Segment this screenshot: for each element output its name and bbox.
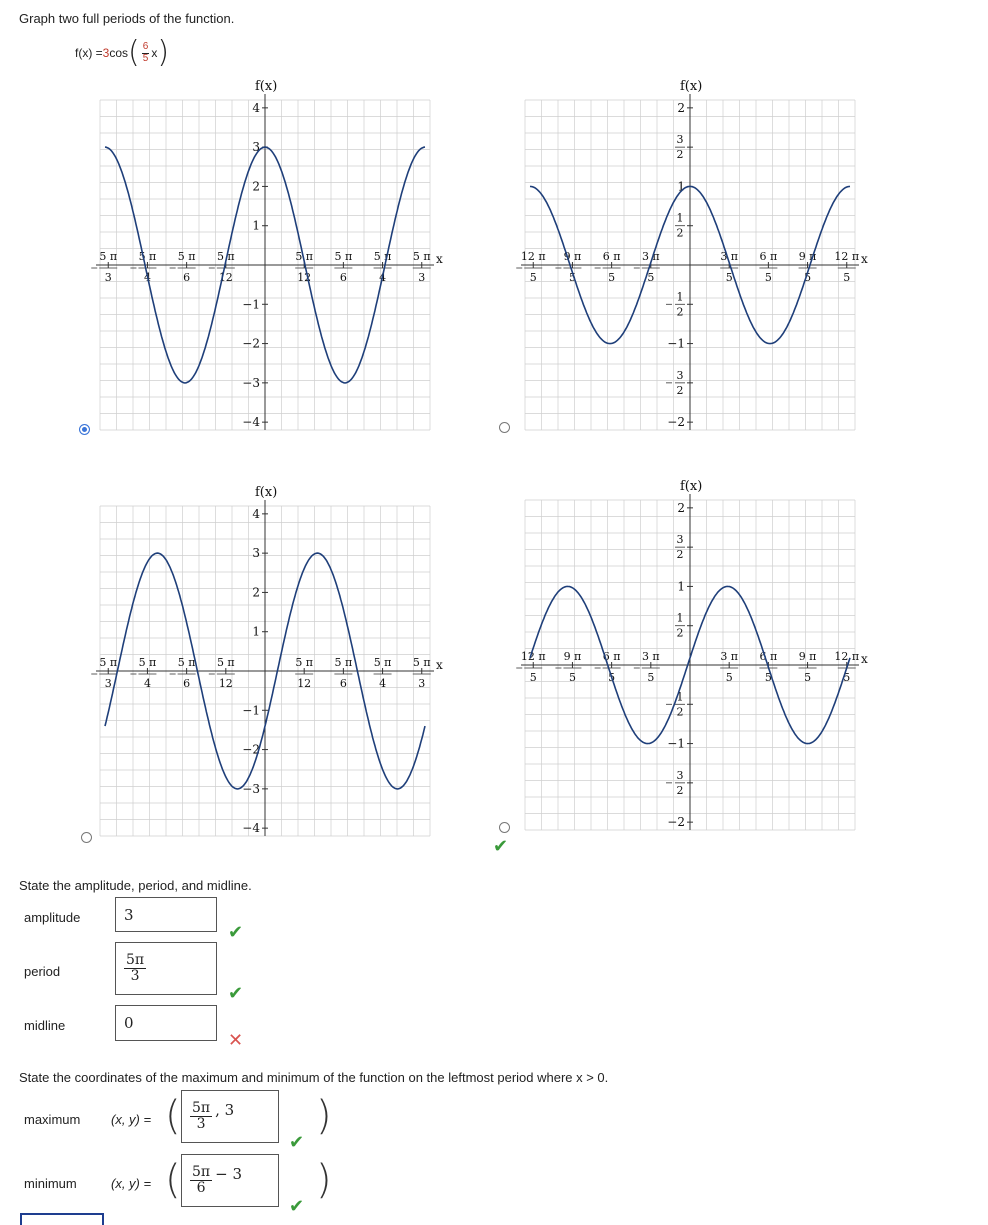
x-tick-label: 5 π — [216, 250, 235, 263]
minimum-input[interactable]: $\frac{5\pi}{6}$ − 3 — [181, 1154, 279, 1207]
x-tick-label: 5 — [764, 671, 772, 684]
x-tick-label: 5 — [608, 271, 616, 284]
y-tick-label: −3 — [242, 781, 260, 796]
x-tick-label: 5 π — [99, 250, 118, 263]
x-tick-label: 4 — [143, 271, 151, 284]
y-tick-label: −2 — [667, 415, 685, 430]
function-variable: x — [151, 46, 158, 60]
x-tick-label: 5 — [568, 271, 576, 284]
x-tick-label: 3 π — [641, 250, 660, 263]
x-tick-label: 5 — [843, 671, 851, 684]
x-tick-label: 5 — [804, 671, 812, 684]
x-tick-label: 3 — [104, 677, 112, 690]
maximum-xy-label: (x, y) = — [111, 1112, 152, 1127]
y-tick-label: 2 — [677, 500, 685, 515]
y-tick-label: 1 — [676, 290, 684, 304]
x-tick-label: 5 π — [138, 250, 157, 263]
x-tick-label: 6 π — [602, 250, 621, 263]
graph-option-2 — [515, 79, 868, 430]
midline-input[interactable]: 0 — [115, 1005, 217, 1041]
y-tick-label: 3 — [676, 533, 684, 547]
function-lhs: f(x) = — [75, 46, 103, 60]
question-instruction: Graph two full periods of the function. — [19, 11, 235, 26]
graph-correct-check-icon: ✔ — [493, 836, 509, 857]
y-tick-label: 3 — [252, 546, 260, 561]
y-tick-label: 3 — [676, 768, 684, 782]
x-tick-label: 9 π — [563, 650, 582, 663]
midline-label: midline — [24, 1018, 66, 1033]
y-tick-label: 4 — [252, 100, 260, 115]
y-tick-label: 3 — [252, 140, 260, 155]
x-axis-label: x — [861, 252, 868, 266]
graph-option-2-radio[interactable] — [499, 422, 510, 433]
y-tick-label: 2 — [252, 179, 260, 194]
x-tick-label: 3 π — [720, 650, 739, 663]
midline-incorrect-icon: ✕ — [228, 1030, 244, 1051]
graph-option-4 — [515, 479, 868, 830]
graph-option-3 — [90, 485, 443, 836]
x-tick-label: 9 π — [798, 650, 817, 663]
y-tick-label: 2 — [676, 548, 684, 562]
x-tick-label: 4 — [379, 271, 387, 284]
x-tick-label: 5 π — [373, 656, 392, 669]
y-tick-label: −1 — [667, 336, 685, 351]
function-name: cos — [109, 46, 129, 60]
y-tick-label: 2 — [677, 100, 685, 115]
y-tick-label: 3 — [676, 133, 684, 147]
y-tick-label: 2 — [676, 626, 684, 640]
y-tick-label: −4 — [242, 415, 260, 430]
x-tick-label: 5 — [725, 271, 733, 284]
function-coefficient: 3 — [102, 46, 110, 60]
x-tick-label: 5 π — [295, 656, 314, 669]
y-axis-label: f(x) — [255, 79, 278, 94]
x-tick-label: 12 π — [834, 250, 860, 263]
x-tick-label: 12 π — [520, 250, 546, 263]
y-tick-label: 1 — [252, 218, 260, 233]
y-tick-label: 1 — [676, 690, 684, 704]
x-tick-label: 5 π — [373, 250, 392, 263]
y-tick-label: 1 — [676, 611, 684, 625]
maximum-input[interactable]: $\frac{5\pi}{3}$ , 3 — [181, 1090, 279, 1143]
maximum-check-icon: ✔ — [289, 1132, 305, 1153]
x-axis-label: x — [861, 652, 868, 666]
x-tick-label: 5 — [725, 671, 733, 684]
x-tick-label: 5 — [843, 271, 851, 284]
x-tick-label: 5 π — [216, 656, 235, 669]
maximum-label: maximum — [24, 1112, 81, 1127]
y-tick-label: −1 — [242, 703, 260, 718]
y-tick-label: 2 — [676, 705, 684, 719]
y-tick-label: 1 — [252, 624, 260, 639]
period-check-icon: ✔ — [228, 983, 244, 1004]
x-tick-label: 9 π — [798, 250, 817, 263]
x-tick-label: 6 — [183, 271, 191, 284]
x-tick-label: 5 π — [295, 250, 314, 263]
x-tick-label: 5 — [647, 671, 655, 684]
x-tick-label: 6 π — [759, 250, 778, 263]
x-tick-label: 12 π — [834, 650, 860, 663]
y-tick-label: −4 — [242, 821, 260, 836]
graph-option-1-radio[interactable] — [79, 424, 90, 435]
x-tick-label: 6 — [339, 677, 347, 690]
graph-option-3-radio[interactable] — [81, 832, 92, 843]
graph-option-1 — [90, 79, 443, 430]
y-tick-label: 2 — [252, 585, 260, 600]
x-tick-label: 4 — [143, 677, 151, 690]
x-tick-label: 12 — [218, 677, 233, 690]
y-tick-label: 1 — [676, 211, 684, 225]
function-expression: f(x) = 3 cos ( $\frac{6}{5}$ x ) — [75, 35, 170, 70]
x-tick-label: 9 π — [563, 250, 582, 263]
y-tick-label: 1 — [677, 179, 685, 194]
y-tick-label: 2 — [676, 383, 684, 397]
y-tick-label: 3 — [676, 368, 684, 382]
x-tick-label: 5 — [529, 271, 537, 284]
x-tick-label: 6 π — [759, 650, 778, 663]
x-tick-label: 4 — [379, 677, 387, 690]
x-tick-label: 5 π — [412, 250, 431, 263]
minimum-label: minimum — [24, 1176, 77, 1191]
x-tick-label: 5 π — [334, 250, 353, 263]
x-axis-label: x — [436, 252, 443, 266]
x-tick-label: 12 — [297, 677, 312, 690]
x-axis-label: x — [436, 658, 443, 672]
y-tick-label: −2 — [667, 815, 685, 830]
period-label: period — [24, 964, 61, 979]
submit-button[interactable] — [20, 1213, 104, 1225]
x-tick-label: 5 — [804, 271, 812, 284]
y-tick-label: −3 — [242, 375, 260, 390]
x-tick-label: 5 π — [99, 656, 118, 669]
y-tick-label: 2 — [676, 226, 684, 240]
y-tick-label: −1 — [667, 736, 685, 751]
y-tick-label: 2 — [676, 305, 684, 319]
x-tick-label: 6 — [339, 271, 347, 284]
y-axis-label: f(x) — [255, 485, 278, 500]
y-axis-label: f(x) — [680, 479, 703, 494]
y-tick-label: 2 — [676, 783, 684, 797]
period-input[interactable]: $\frac{5\pi}{3}$ — [115, 942, 217, 995]
x-tick-label: 5 π — [177, 656, 196, 669]
x-tick-label: 5 — [608, 671, 616, 684]
function-fraction: $\frac{6}{5}$ — [142, 41, 149, 64]
y-tick-label: −2 — [242, 742, 260, 757]
x-tick-label: 3 π — [641, 650, 660, 663]
x-tick-label: 12 — [297, 271, 312, 284]
y-tick-label: 1 — [677, 579, 685, 594]
x-tick-label: 5 π — [177, 250, 196, 263]
y-tick-label: −1 — [242, 297, 260, 312]
graph-option-4-radio[interactable] — [499, 822, 510, 833]
amplitude-input[interactable]: 3 — [115, 897, 217, 932]
amplitude-check-icon: ✔ — [228, 922, 244, 943]
minimum-check-icon: ✔ — [289, 1196, 305, 1217]
x-tick-label: 3 — [104, 271, 112, 284]
x-tick-label: 12 π — [520, 650, 546, 663]
x-tick-label: 6 π — [602, 650, 621, 663]
part2-instruction: State the amplitude, period, and midline. — [19, 878, 252, 893]
part3-instruction: State the coordinates of the maximum and minimum of the function on the leftmost period where x > 0. — [19, 1070, 609, 1085]
y-tick-label: 4 — [252, 506, 260, 521]
x-tick-label: 12 — [218, 271, 233, 284]
y-tick-label: −2 — [242, 336, 260, 351]
x-tick-label: 5 — [764, 271, 772, 284]
x-tick-label: 5 — [647, 271, 655, 284]
x-tick-label: 3 — [418, 677, 426, 690]
y-tick-label: 2 — [676, 148, 684, 162]
x-tick-label: 5 — [529, 671, 537, 684]
x-tick-label: 5 π — [334, 656, 353, 669]
x-tick-label: 6 — [183, 677, 191, 690]
x-tick-label: 5 π — [138, 656, 157, 669]
x-tick-label: 5 — [568, 671, 576, 684]
x-tick-label: 3 — [418, 271, 426, 284]
x-tick-label: 5 π — [412, 656, 431, 669]
minimum-xy-label: (x, y) = — [111, 1176, 152, 1191]
x-tick-label: 3 π — [720, 250, 739, 263]
amplitude-label: amplitude — [24, 910, 81, 925]
y-axis-label: f(x) — [680, 79, 703, 94]
